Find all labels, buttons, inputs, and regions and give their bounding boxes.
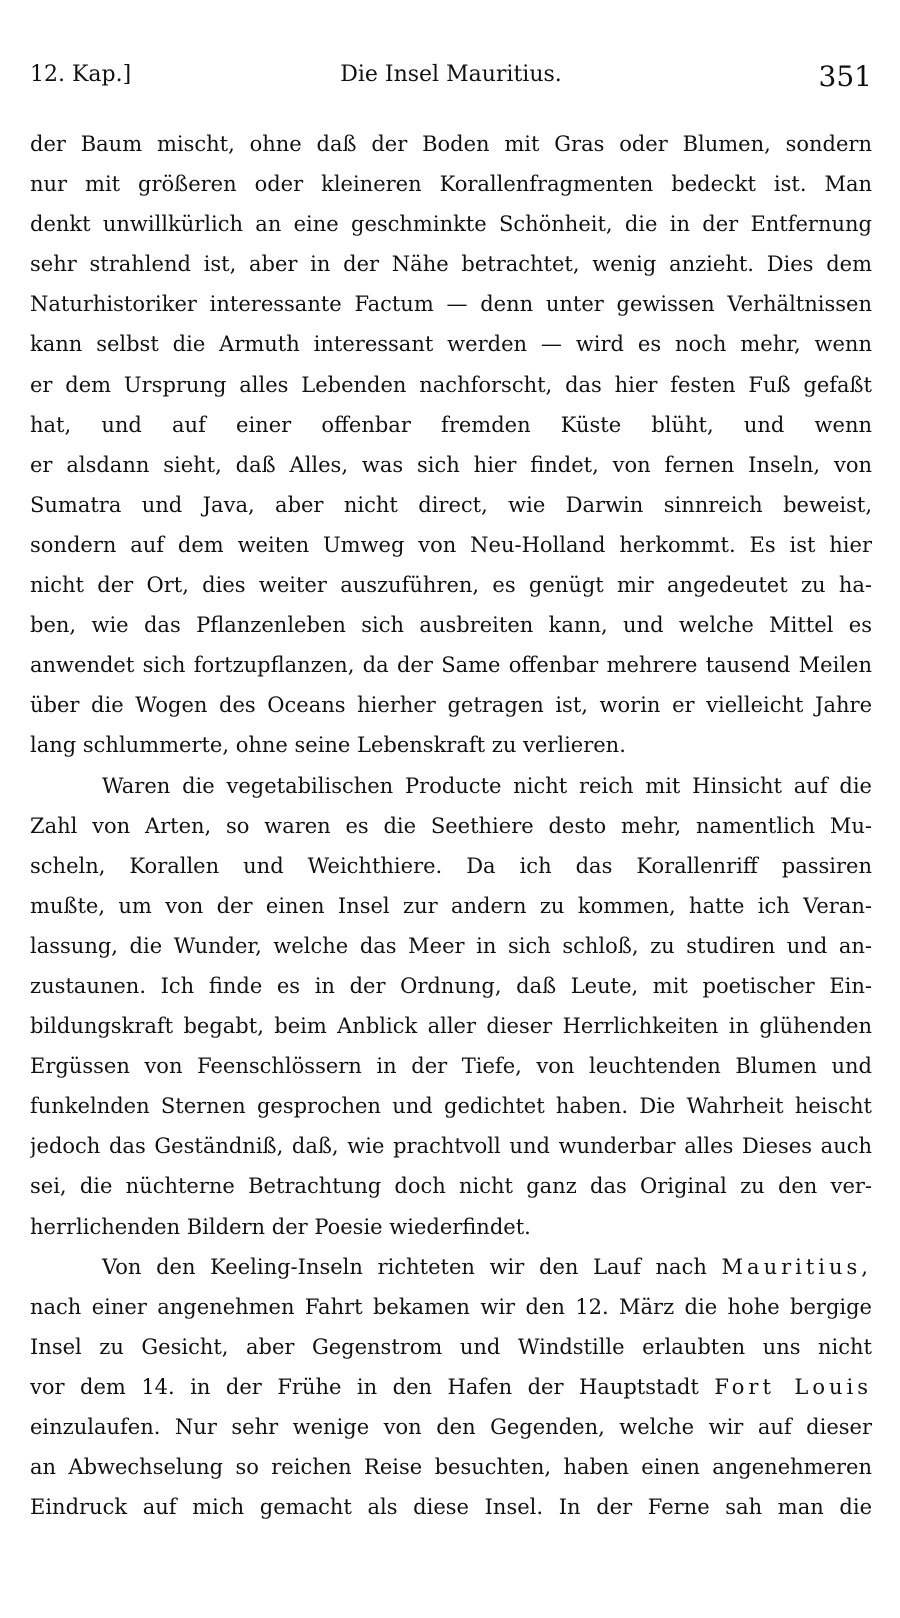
text-line: ben, wie das Pflanzenleben sich ausbreiten kann, und welche Mittel es [30,613,872,638]
text-line: kann selbst die Armuth interessant werden — wird es noch mehr, wenn [30,332,872,357]
text-line: sondern auf dem weiten Umweg von Neu-Holland herkommt. Es ist hier [30,532,872,557]
text-line [30,1247,872,1287]
text-line: er alsdann sieht, daß Alles, was sich hier findet, von fernen Inseln, von [30,452,872,477]
text-fragment: vor dem 14. in der Frühe in den Hafen der Hauptstadt [30,1374,699,1399]
text-line: funkelnden Sternen gesprochen und gedichtet haben. Die Wahrheit heischt [30,1094,872,1119]
text-line: der Baum mischt, ohne daß der Boden mit Gras oder Blumen, sondern [30,132,872,156]
text-line: Zahl von Arten, so waren es die Seethiere desto mehr, namentlich Mu- [30,813,872,838]
text-line: hat, und auf einer offenbar fremden Küste blüht, und wenn [30,412,872,437]
text-line: nur mit größeren oder kleineren Korallenfragmenten bedeckt ist. Man [30,172,872,197]
text-line: lassung, die Wunder, welche das Meer in sich schloß, zu studiren und an- [30,933,872,958]
text-line: lang schlummerte, ohne seine Lebenskraft zu verlieren. [30,733,626,758]
text-line: einzulaufen. Nur sehr wenige von den Gegenden, welche wir auf dieser [30,1415,872,1439]
text-line: sehr strahlend ist, aber in der Nähe betrachtet, wenig anzieht. Dies dem [30,252,872,277]
running-title: Die Insel Mauritius. [340,62,562,87]
text-line: Waren die vegetabilischen Producte nicht reich mit Hinsicht auf die [102,773,872,798]
text-line: zustaunen. Ich finde es in der Ordnung, daß Leute, mit poetischer Ein- [30,973,872,998]
text-line: sei, die nüchterne Betrachtung doch nicht ganz das Original zu den ver- [30,1174,872,1199]
text-line: anwendet sich fortzupflanzen, da der Same offenbar mehrere tausend Meilen [30,653,872,678]
text-line: an Abwechselung so reichen Reise besuchten, haben einen angenehmeren [30,1455,872,1480]
text-fragment: Von den Keeling-Inseln richteten wir den Lauf nach [102,1254,707,1279]
text-line: herrlichenden Bildern der Poesie wiederfindet. [30,1214,531,1239]
text-line: Naturhistoriker interessante Factum — denn unter gewissen Verhältnissen [30,292,872,317]
text-line [30,1367,872,1407]
text-line: denkt unwillkürlich an eine geschminkte Schönheit, die in der Entfernung [30,212,872,237]
text-line: scheln, Korallen und Weichthiere. Da ich das Korallenriff passiren [30,853,872,878]
place-name-mauritius: Mauritius, [721,1254,872,1279]
running-header [30,62,872,98]
text-line: er dem Ursprung alles Lebenden nachforscht, das hier festen Fuß gefaßt [30,372,872,397]
text-line: jedoch das Geständniß, daß, wie prachtvoll und wunderbar alles Dieses auch [30,1134,872,1159]
text-line: Ergüssen von Feenschlössern in der Tiefe, von leuchtenden Blumen und [30,1054,872,1079]
text-line: Insel zu Gesicht, aber Gegenstrom und Windstille erlaubten uns nicht [30,1334,872,1359]
text-line: nicht der Ort, dies weiter auszuführen, es genügt mir angedeutet zu ha- [30,573,872,598]
text-line: über die Wogen des Oceans hierher getragen ist, worin er vielleicht Jahre [30,693,872,718]
text-line: bildungskraft begabt, beim Anblick aller dieser Herrlichkeiten in glühenden [30,1014,872,1039]
text-line: Sumatra und Java, aber nicht direct, wie Darwin sinnreich beweist, [30,492,872,517]
chapter-label: 12. Kap.] [30,62,132,87]
body-text [30,124,872,1527]
text-line: Eindruck auf mich gemacht als diese Insel. In der Ferne sah man die [30,1495,872,1520]
text-line: nach einer angenehmen Fahrt bekamen wir den 12. März die hohe bergige [30,1294,872,1319]
place-name-fort-louis: Fort Louis [714,1374,872,1399]
text-line: mußte, um von der einen Insel zur andern zu kommen, hatte ich Veran- [30,893,872,918]
page-number: 351 [818,60,872,93]
